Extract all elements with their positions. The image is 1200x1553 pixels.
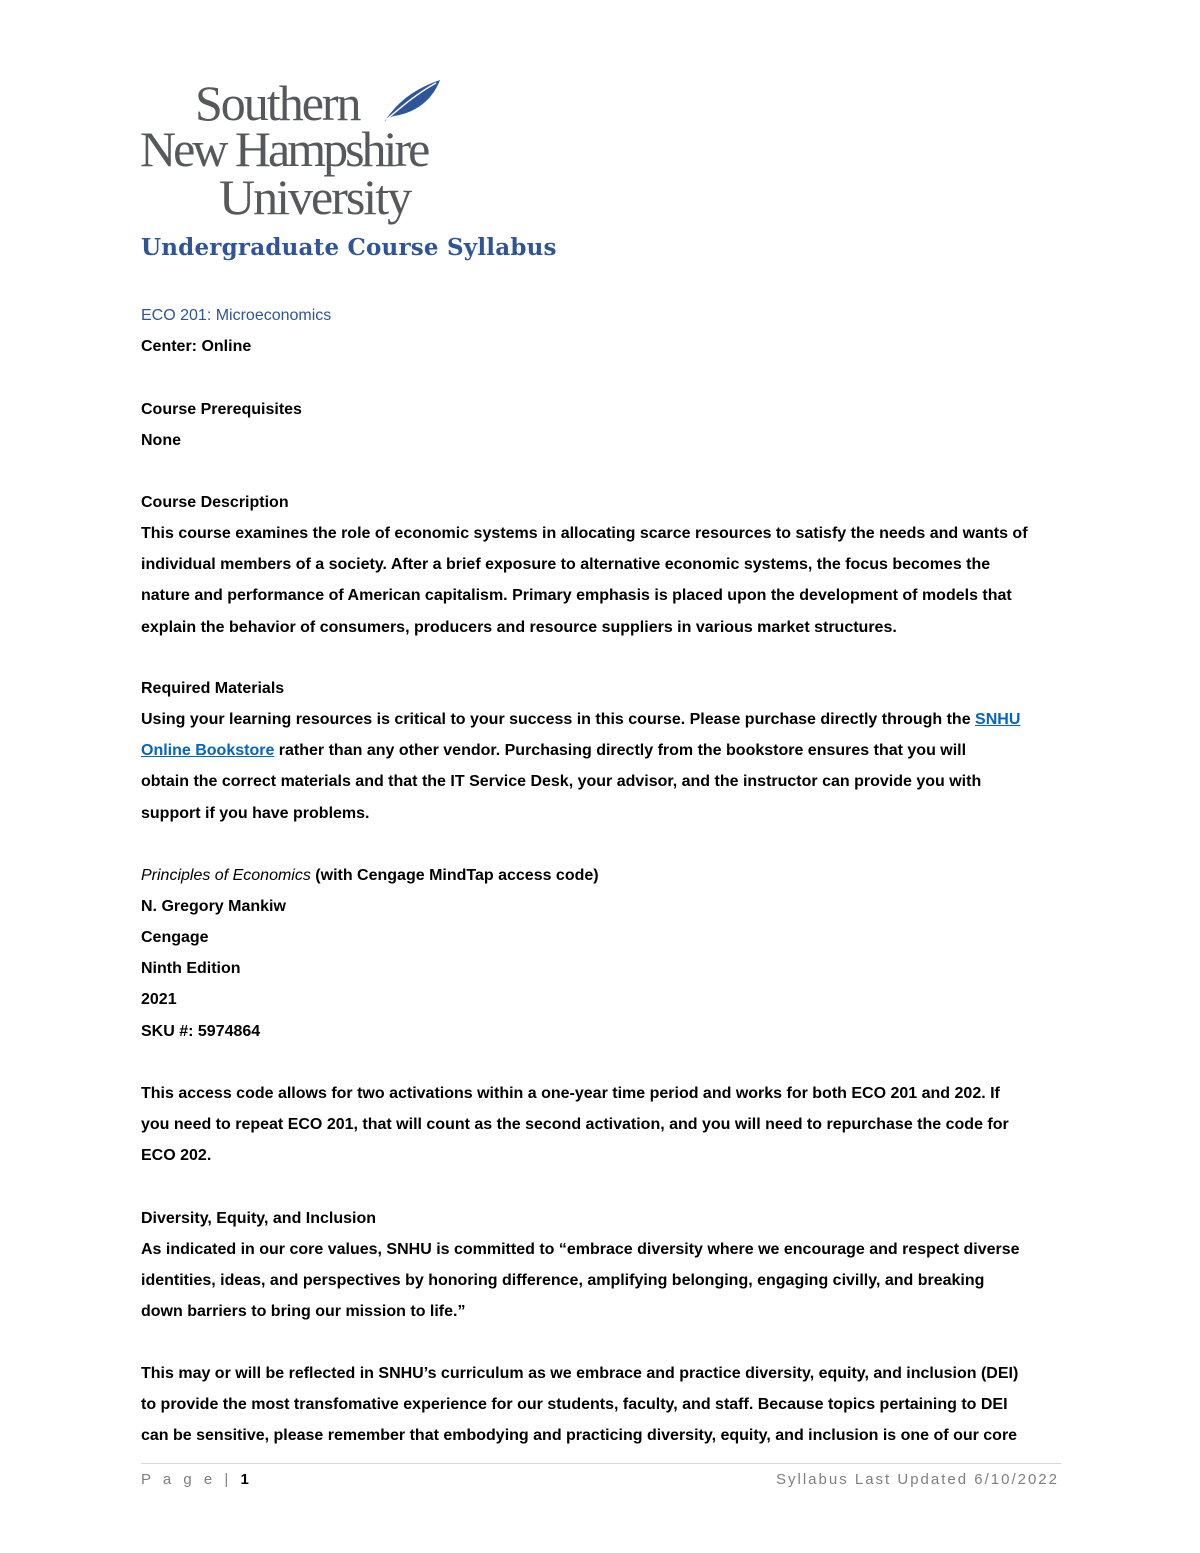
materials-line — [141, 735, 1061, 766]
book-edition: Ninth Edition — [141, 960, 241, 977]
prerequisites-heading: Course Prerequisites — [141, 401, 302, 418]
book-note: (with Cengage MindTap access code) — [310, 867, 599, 884]
document-title: Undergraduate Course Syllabus — [141, 234, 557, 261]
dei-body — [141, 1234, 1061, 1328]
dei-line: to provide the most transfomative experience for our students, faculty, and staff. Because topics pertaining to DEI — [141, 1396, 1008, 1414]
logo-line-1: Southern — [195, 75, 360, 131]
materials-body — [141, 704, 1061, 829]
materials-line: obtain the correct materials and that the IT Service Desk, your advisor, and the instructor can provide you with — [141, 773, 982, 791]
materials-line — [141, 704, 1061, 735]
bookstore-link[interactable]: Online Bookstore — [141, 742, 275, 760]
footer-updated: Syllabus Last Updated 6/10/2022 — [776, 1471, 1059, 1488]
book-title: Principles of Economics — [141, 867, 311, 884]
access-code-note — [141, 1078, 1061, 1172]
description-line: individual members of a society. After a brief exposure to alternative economic systems, the focus becomes the — [141, 556, 991, 574]
snhu-logo — [140, 74, 440, 224]
logo-line-3: University — [219, 169, 411, 225]
materials-text: Using your learning resources is critical to your success in this course. Please purchase directly through the — [141, 711, 976, 728]
page-number: 1 — [240, 1471, 249, 1488]
book-year: 2021 — [141, 991, 177, 1008]
description-line: explain the behavior of consumers, producers and resource suppliers in various market structures. — [141, 618, 897, 636]
description-body — [141, 518, 1061, 643]
logo-line-2: New Hampshire — [140, 121, 428, 177]
page-label: P a g e | — [141, 1471, 241, 1488]
prerequisites-value: None — [141, 432, 181, 449]
footer-page — [141, 1471, 249, 1488]
footer-divider — [141, 1463, 1061, 1464]
bookstore-link[interactable]: SNHU — [975, 711, 1021, 728]
description-heading: Course Description — [141, 494, 289, 511]
access-line: This access code allows for two activations within a one-year time period and works for both ECO 201 and 202. If — [141, 1085, 1000, 1102]
dei-line: can be sensitive, please remember that embodying and practicing diversity, equity, and inclusion is one of our core — [141, 1427, 1018, 1445]
dei-line: down barriers to bring our mission to life.” — [141, 1303, 466, 1321]
book-publisher: Cengage — [141, 929, 209, 946]
dei-line: identities, ideas, and perspectives by honoring difference, amplifying belonging, engaging civilly, and breaking — [141, 1272, 985, 1290]
description-line: This course examines the role of economic systems in allocating scarce resources to satisfy the needs and wants of — [141, 525, 1028, 542]
access-line: you need to repeat ECO 201, that will count as the second activation, and you will need to repurchase the code for — [141, 1116, 1009, 1134]
materials-line: support if you have problems. — [141, 804, 370, 822]
dei-heading: Diversity, Equity, and Inclusion — [141, 1210, 377, 1227]
dei-line: As indicated in our core values, SNHU is committed to “embrace diversity where we encourage and respect diverse — [141, 1241, 1020, 1258]
book-sku: SKU #: 5974864 — [141, 1023, 261, 1040]
materials-text: rather than any other vendor. Purchasing directly from the bookstore ensures that you will — [274, 742, 967, 760]
access-line: ECO 202. — [141, 1147, 212, 1165]
course-name: ECO 201: Microeconomics — [141, 307, 332, 324]
dei-line: This may or will be reflected in SNHU’s curriculum as we embrace and practice diversity, equity, and inclusion (DEI) — [141, 1365, 1019, 1382]
leaf-icon — [380, 78, 442, 124]
course-center: Center: Online — [141, 338, 252, 355]
dei-body-2 — [141, 1358, 1061, 1452]
materials-heading: Required Materials — [141, 680, 285, 697]
book-title-line — [141, 860, 1061, 891]
book-author: N. Gregory Mankiw — [141, 898, 286, 915]
description-line: nature and performance of American capitalism. Primary emphasis is placed upon the development of models that — [141, 587, 1012, 605]
